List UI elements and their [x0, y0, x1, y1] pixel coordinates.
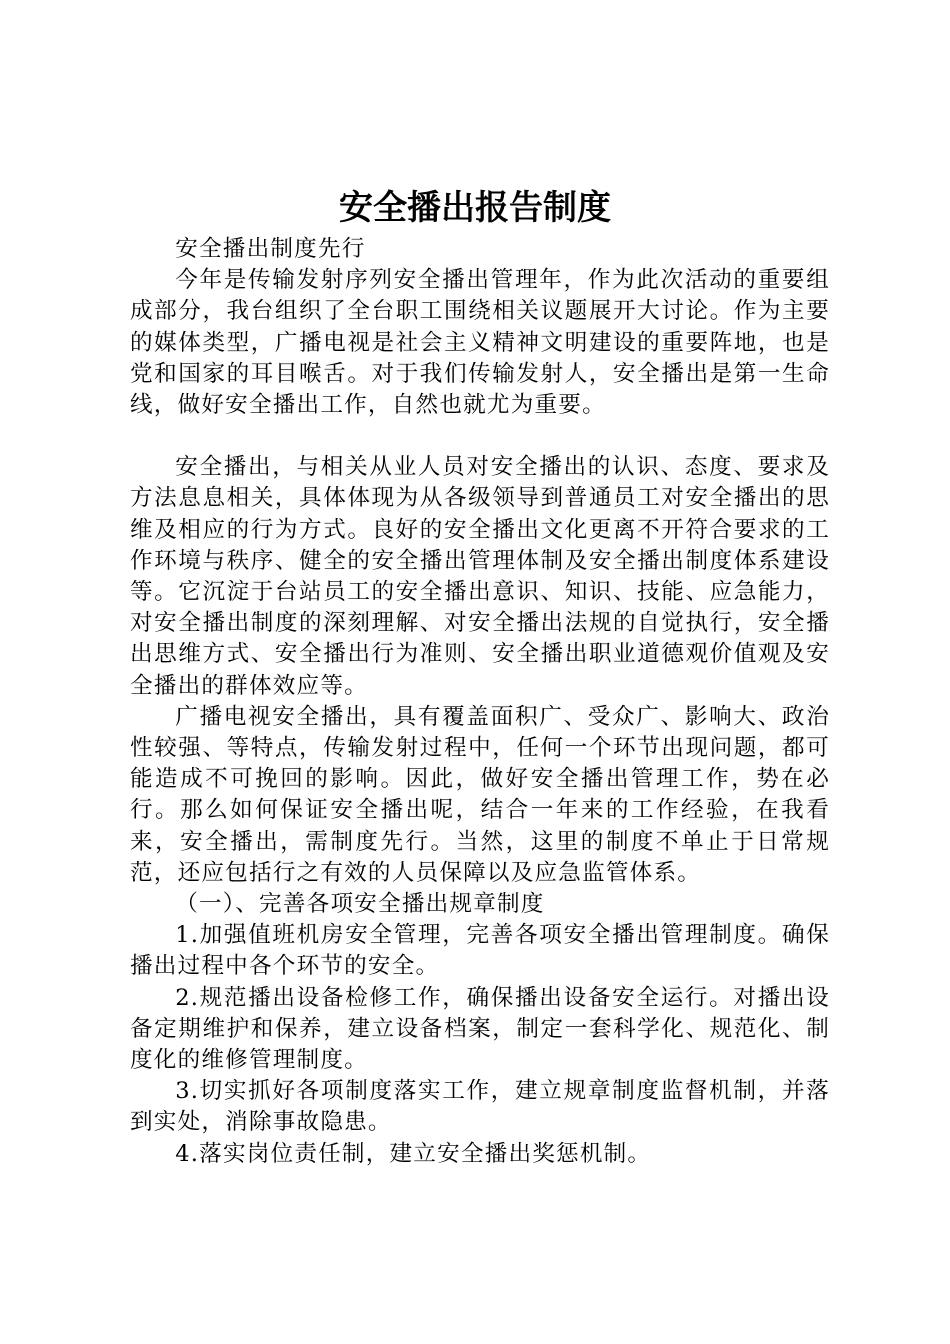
- section-heading: （一）、完善各项安全播出规章制度: [175, 891, 545, 918]
- document-title: 安全播出报告制度: [339, 188, 611, 228]
- list-item: 2.规范播出设备检修工作，确保播出设备安全运行。对播出设备定期维护和保养，建立设备档案，制定一套科学化、规范化、制度化的维修管理制度。: [130, 984, 830, 1074]
- subtitle-paragraph: 安全播出制度先行: [175, 236, 366, 262]
- document-body: [130, 234, 830, 1170]
- broadcast-paragraph: 广播电视安全播出，具有覆盖面积广、受众广、影响大、政治性较强、等特点，传输发射过程中，任何一个环节出现问题，都可能造成不可挽回的影响。因此，做好安全播出管理工作，势在必行。那么如何保证安全播出呢，结合一年来的工作经验，在我看来，安全播出，需制度先行。当然，这里的制度不单止于日常规范，还应包括行之有效的人员保障以及应急监管体系。: [130, 703, 830, 886]
- intro-paragraph: 今年是传输发射序列安全播出管理年，作为此次活动的重要组成部分，我台组织了全台职工围绕相关议题展开大讨论。作为主要的媒体类型，广播电视是社会主义精神文明建设的重要阵地，也是党和国家的耳目喉舌。对于我们传输发射人，安全播出是第一生命线，做好安全播出工作，自然也就尤为重要。: [130, 267, 830, 419]
- list-item: 4.落实岗位责任制，建立安全播出奖惩机制。: [175, 1140, 652, 1167]
- list-item: 1.加强值班机房安全管理，完善各项安全播出管理制度。确保播出过程中各个环节的安全。: [130, 922, 830, 980]
- list-item: 3.切实抓好各项制度落实工作，建立规章制度监督机制，并落到实处，消除事故隐患。: [130, 1078, 830, 1136]
- culture-paragraph: 安全播出，与相关从业人员对安全播出的认识、态度、要求及方法息息相关，具体体现为从各级领导到普通员工对安全播出的思维及相应的行为方式。良好的安全播出文化更离不开符合要求的工作环境与秩序、健全的安全播出管理体制及安全播出制度体系建设等。它沉淀于台站员工的安全播出意识、知识、技能、应急能力，对安全播出制度的深刻理解、对安全播出法规的自觉执行，安全播出思维方式、安全播出行为准则、安全播出职业道德观价值观及安全播出的群体效应等。: [130, 454, 830, 699]
